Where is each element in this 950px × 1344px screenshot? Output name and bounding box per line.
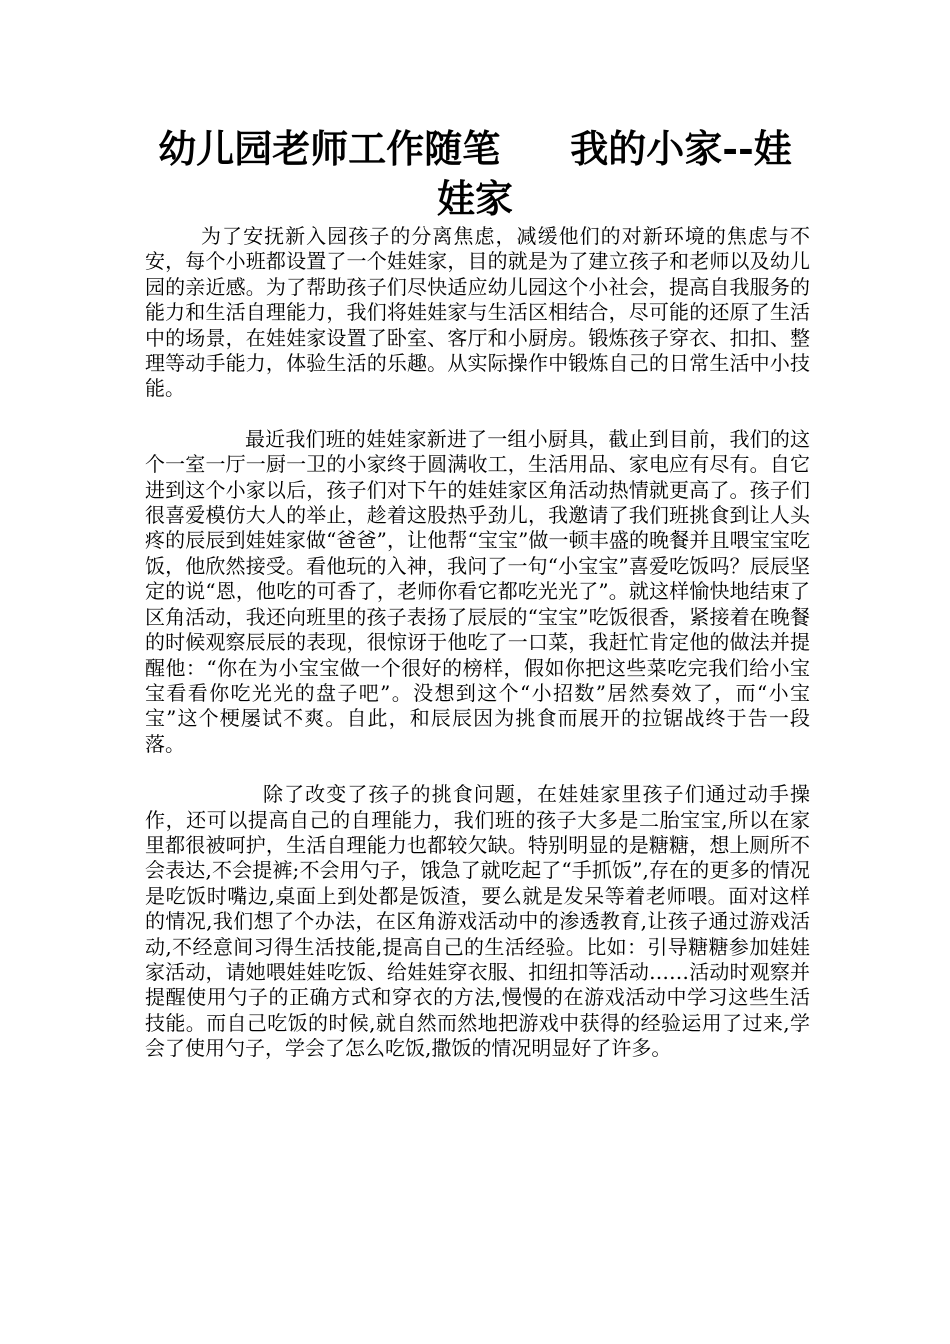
- document-body: [145, 224, 810, 1062]
- paragraph-3: 除了改变了孩子的挑食问题，在娃娃家里孩子们通过动手操作，还可以提高自己的自理能力，我们班的孩子大多是二胎宝宝,所以在家里都很被呵护，生活自理能力也都较欠缺。特别明显的是糖糖，想上厕所不会表达,不会提裤;不会用勺子，饿急了就吃起了“手抓饭”,存在的更多的情况是吃饭时嘴边,桌面上到处都是饭渣，要么就是发呆等着老师喂。面对这样的情况,我们想了个办法，在区角游戏活动中的渗透教育,让孩子通过游戏活动,不经意间习得生活技能,提高自己的生活经验。比如：引导糖糖参加娃娃家活动，请她喂娃娃吃饭、给娃娃穿衣服、扣纽扣等活动……活动时观察并提醒使用勺子的正确方式和穿衣的方法,慢慢的在游戏活动中学习这些生活技能。而自己吃饭的时候,就自然而然地把游戏中获得的经验运用了过来,学会了使用勺子，学会了怎么吃饭,撒饭的情况明显好了许多。: [145, 782, 810, 1061]
- document-title: [145, 124, 805, 224]
- paragraph-2: 最近我们班的娃娃家新进了一组小厨具，截止到目前，我们的这个一室一厅一厨一卫的小家终于圆满收工，生活用品、家电应有尽有。自它进到这个小家以后，孩子们对下午的娃娃家区角活动热情就更高了。孩子们很喜爱模仿大人的举止，趁着这股热乎劲儿，我邀请了我们班挑食到让人头疼的辰辰到娃娃家做“爸爸”，让他帮“宝宝”做一顿丰盛的晚餐并且喂宝宝吃饭，他欣然接受。看他玩的入神，我问了一句“小宝宝”喜爱吃饭吗？辰辰坚定的说“恩，他吃的可香了，老师你看它都吃光光了”。就这样愉快地结束了区角活动，我还向班里的孩子表扬了辰辰的“宝宝”吃饭很香，紧接着在晚餐的时候观察辰辰的表现，很惊讶于他吃了一口菜，我赶忙肯定他的做法并提醒他：“你在为小宝宝做一个很好的榜样，假如你把这些菜吃完我们给小宝宝看看你吃光光的盘子吧”。没想到这个“小招数”居然奏效了，而“小宝宝”这个梗屡试不爽。自此，和辰辰因为挑食而展开的拉锯战终于告一段落。: [145, 426, 810, 756]
- paragraph-1: 为了安抚新入园孩子的分离焦虑，减缓他们的对新环境的焦虑与不安，每个小班都设置了一个娃娃家，目的就是为了建立孩子和老师以及幼儿园的亲近感。为了帮助孩子们尽快适应幼儿园这个小社会，提高自我服务的能力和生活自理能力，我们将娃娃家与生活区相结合，尽可能的还原了生活中的场景，在娃娃家设置了卧室、客厅和小厨房。锻炼孩子穿衣、扣扣、整理等动手能力，体验生活的乐趣。从实际操作中锻炼自己的日常生活中小技能。: [145, 224, 810, 401]
- title-part-1: 幼儿园老师工作随笔: [158, 126, 501, 171]
- title-part-2: 我的小家--娃娃家: [436, 126, 792, 221]
